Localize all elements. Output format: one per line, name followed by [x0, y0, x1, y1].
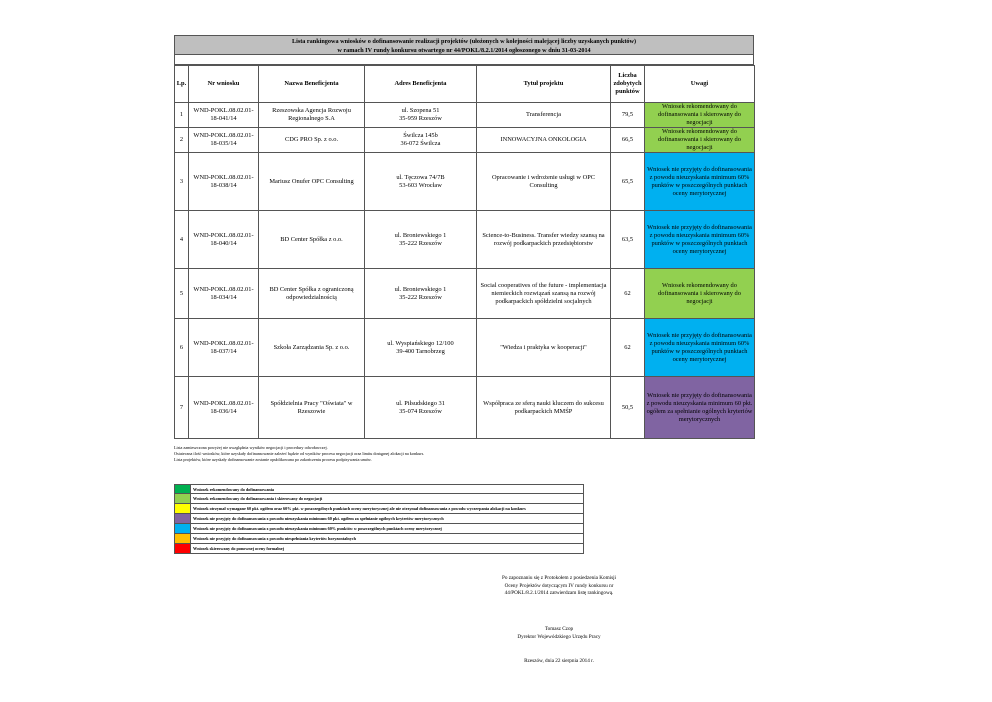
cell-points: 62: [611, 319, 645, 377]
footnote: Lista projektów, które uzyskały dofinansowanie zostanie opublikowana po zakończeniu procesu podpisywania umów.: [174, 457, 372, 462]
cell-beneficiary-name: Spółdzielnia Pracy "Oświata" w Rzeszowie: [259, 377, 365, 439]
table-row: [175, 211, 755, 269]
approval-line: 44/POKL/8.2.1/2014 zatwierdzam listę rankingową.: [504, 590, 614, 596]
legend-item: [174, 484, 584, 494]
cell-beneficiary-address: ul. Broniewskiego 1 35-222 Rzeszów: [365, 269, 477, 319]
cell-beneficiary-name: BD Center Spółka z ograniczoną odpowiedzialnością: [259, 269, 365, 319]
approval-line: Oceny Projektów dotyczącym IV rundy konkursu nr: [504, 582, 614, 589]
cell-project-title: INNOWACYJNA ONKOLOGIA: [477, 128, 611, 153]
document-title: [174, 35, 754, 55]
legend-label: Wniosek skierowany do ponownej oceny formalnej: [193, 546, 285, 551]
cell-note: Wniosek rekomendowany do dofinansowania i skierowany do negocjacji: [645, 128, 755, 153]
legend-label: Wniosek nie przyjęty do dofinansowania z powodu nieuzyskania minimum 60% punktów w poszczególnych punktach oceny merytorycznej: [193, 526, 442, 531]
col-header-nr: Nr wniosku: [189, 66, 259, 103]
cell-lp: 7: [175, 377, 189, 439]
legend-label: Wniosek otrzymał wymagane 60 pkt. ogółem oraz 60% pkt. w poszczególnych punktach oceny merytorycznej ale nie otrzymał dofinansowania z powodu wyczerpania alokacji na konkurs: [193, 506, 526, 511]
col-header-notes: Uwagi: [645, 66, 755, 103]
legend-item: [174, 534, 584, 544]
cell-project-title: Współpraca ze sferą nauki kluczem do sukcesu podkarpackich MMŚP: [477, 377, 611, 439]
legend-swatch: [175, 544, 191, 553]
legend-item: [174, 494, 584, 504]
col-header-address: Adres Beneficjenta: [365, 66, 477, 103]
approval-statement: [474, 575, 644, 598]
table-row: [175, 319, 755, 377]
cell-beneficiary-name: BD Center Spółka z o.o.: [259, 211, 365, 269]
legend-swatch: [175, 504, 191, 513]
legend-item: [174, 514, 584, 524]
signature-block: [474, 625, 644, 641]
cell-note: Wniosek rekomendowany do dofinansowania i skierowany do negocjacji: [645, 269, 755, 319]
footnote: Lista zamieszczona powyżej nie uwzględnia wyników negocjacji i procedury odwoławczej.: [174, 445, 328, 450]
legend-swatch: [175, 494, 191, 503]
col-header-lp: Lp.: [175, 66, 189, 103]
legend-swatch: [175, 534, 191, 543]
cell-beneficiary-address: ul. Szopena 51 35-959 Rzeszów: [365, 103, 477, 128]
ranking-sheet: [174, 35, 754, 439]
cell-project-title: "Wiedza i praktyka w kooperacji": [477, 319, 611, 377]
cell-beneficiary-name: CDG PRO Sp. z o.o.: [259, 128, 365, 153]
table-row: [175, 153, 755, 211]
cell-project-title: Social cooperatives of the future - implementacja niemieckich rozwiązań szansą na rozwój podkarpackich spółdzielni socjalnych: [477, 269, 611, 319]
legend-label: Wniosek nie przyjęty do dofinansowania z powodu nieuzyskania minimum 60 pkt. ogółem za spełnianie ogólnych kryteriów merytorycznych: [193, 516, 444, 521]
col-header-points: Liczba zdobytych punktów: [611, 66, 645, 103]
cell-lp: 6: [175, 319, 189, 377]
legend-label: Wniosek rekomendowany do dofinansowania i skierowany do negocjacji: [193, 496, 323, 501]
table-header-row: [175, 66, 755, 103]
col-header-name: Nazwa Beneficjenta: [259, 66, 365, 103]
table-row: [175, 377, 755, 439]
cell-points: 63,5: [611, 211, 645, 269]
cell-note: Wniosek nie przyjęty do dofinansowania z powodu nieuzyskania minimum 60 pkt. ogółem za spełnianie ogólnych kryteriów merytorycznych: [645, 377, 755, 439]
legend-swatch: [175, 485, 191, 493]
title-line-2: w ramach IV rundy konkursu otwartego nr 44/POKL/8.2.1/2014 ogłoszonego w dniu 31-03-2014: [337, 47, 591, 54]
legend-label: Wniosek nie przyjęty do dofinansowania z powodu niespełniania kryteriów horyzontalnych: [193, 536, 356, 541]
table-row: [175, 269, 755, 319]
signer-position: Dyrektor Wojewódzkiego Urzędu Pracy: [517, 634, 601, 640]
legend-swatch: [175, 524, 191, 533]
cell-beneficiary-address: Świlcza 145b 36-072 Świlcza: [365, 128, 477, 153]
cell-application-number: WND-POKL.08.02.01-18-034/14: [189, 269, 259, 319]
cell-lp: 3: [175, 153, 189, 211]
cell-project-title: Opracowanie i wdrożenie usługi w OPC Consulting: [477, 153, 611, 211]
cell-beneficiary-name: Mariusz Onufer OPC Consulting: [259, 153, 365, 211]
cell-points: 79,5: [611, 103, 645, 128]
cell-beneficiary-address: ul. Broniewskiego 1 35-222 Rzeszów: [365, 211, 477, 269]
cell-application-number: WND-POKL.08.02.01-18-041/14: [189, 103, 259, 128]
cell-application-number: WND-POKL.08.02.01-18-037/14: [189, 319, 259, 377]
footnotes: [174, 445, 424, 463]
approval-line: Po zapoznaniu się z Protokołem z posiedzenia Komisji: [502, 575, 616, 581]
table-row: [175, 128, 755, 153]
legend-label: Wniosek rekomendowany do dofinansowania: [193, 487, 275, 492]
footnote: Ostateczna ilość wniosków, które uzyskały dofinansowanie zależeć będzie od wyników procesu negocjacji oraz limitu dostępnej alokacji na konkurs.: [174, 451, 425, 456]
cell-project-title: Science-to-Business. Transfer wiedzy szansą na rozwój podkarpackich przedsiębiorstw: [477, 211, 611, 269]
cell-note: Wniosek nie przyjęty do dofinansowania z powodu nieuzyskania minimum 60% punktów w poszczególnych punktach oceny merytorycznej: [645, 319, 755, 377]
legend-item: [174, 524, 584, 534]
legend-item: [174, 544, 584, 554]
cell-points: 65,5: [611, 153, 645, 211]
col-header-title: Tytuł projektu: [477, 66, 611, 103]
cell-points: 50,5: [611, 377, 645, 439]
color-legend: [174, 484, 584, 554]
cell-beneficiary-name: Szkoła Zarządzania Sp. z o.o.: [259, 319, 365, 377]
title-line-1: Lista rankingowa wniosków o dofinansowanie realizacji projektów (ułożonych w kolejności malejącej liczby uzyskanych punktów): [291, 38, 637, 45]
cell-beneficiary-address: ul. Piłsudskiego 31 35-074 Rzeszów: [365, 377, 477, 439]
cell-application-number: WND-POKL.08.02.01-18-038/14: [189, 153, 259, 211]
cell-beneficiary-address: ul. Tęczowa 74/7B 53-603 Wrocław: [365, 153, 477, 211]
cell-lp: 1: [175, 103, 189, 128]
title-spacer: [174, 55, 754, 65]
document-date: Rzeszów, dnia 22 sierpnia 2014 r.: [524, 658, 594, 664]
cell-beneficiary-name: Rzeszowska Agencja Rozwoju Regionalnego S.A: [259, 103, 365, 128]
legend-swatch: [175, 514, 191, 523]
cell-note: Wniosek nie przyjęty do dofinansowania z powodu nieuzyskania minimum 60% punktów w poszczególnych punktach oceny merytorycznej: [645, 211, 755, 269]
table-row: [175, 103, 755, 128]
signer-name: Tomasz Czop: [544, 626, 574, 632]
cell-beneficiary-address: ul. Wyspiańskiego 12/100 39-400 Tarnobrzeg: [365, 319, 477, 377]
cell-note: Wniosek rekomendowany do dofinansowania i skierowany do negocjacji: [645, 103, 755, 128]
cell-points: 62: [611, 269, 645, 319]
cell-lp: 4: [175, 211, 189, 269]
cell-points: 66,5: [611, 128, 645, 153]
cell-project-title: Transferencja: [477, 103, 611, 128]
cell-application-number: WND-POKL.08.02.01-18-035/14: [189, 128, 259, 153]
cell-application-number: WND-POKL.08.02.01-18-036/14: [189, 377, 259, 439]
legend-item: [174, 504, 584, 514]
ranking-table: [174, 65, 755, 439]
cell-note: Wniosek nie przyjęty do dofinansowania z powodu nieuzyskania minimum 60% punktów w poszczególnych punktach oceny merytorycznej: [645, 153, 755, 211]
cell-application-number: WND-POKL.08.02.01-18-040/14: [189, 211, 259, 269]
cell-lp: 5: [175, 269, 189, 319]
cell-lp: 2: [175, 128, 189, 153]
